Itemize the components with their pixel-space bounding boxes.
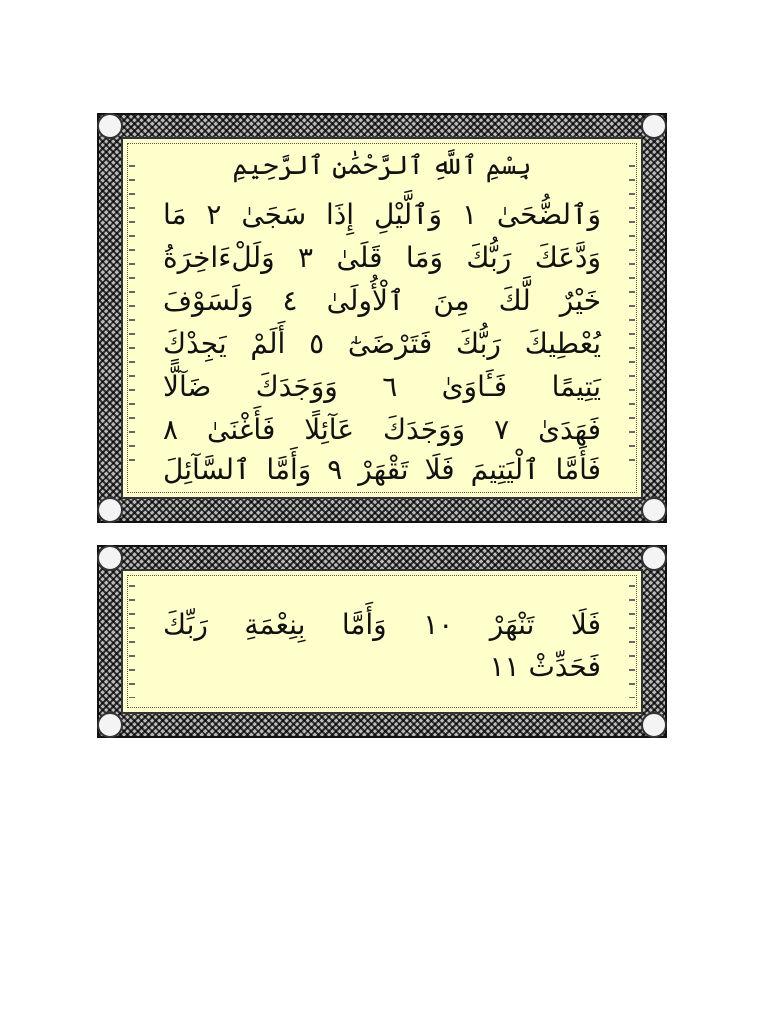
frame-ornament-bottom-left [97,497,123,523]
quran-page-frame-2 [97,545,667,738]
dotted-margin-right [629,165,635,471]
verse-line-1: وَٱلضُّحَىٰ ١ وَٱلَّيْلِ إِذَا سَجَىٰ ٢ مَا [163,198,602,231]
frame-ornament-top-right [641,545,667,571]
verse-line-5: يَتِيمًا فَـَٔاوَىٰ ٦ وَوَجَدَكَ ضَآلًّا [163,370,601,403]
frame-ornament-bottom-left [97,712,123,738]
frame-ornament-top-left [97,545,123,571]
verse-line-8: فَلَا تَنْهَرْ ١٠ وَأَمَّا بِنِعْمَةِ رَبِّكَ [163,608,601,641]
dotted-margin-right [629,585,635,698]
dotted-margin-left [129,165,135,471]
verse-line-9: فَحَدِّثْ ١١ [489,650,601,683]
frame-ornament-top-left [97,113,123,139]
frame-ornament-top-right [641,113,667,139]
verse-line-7: فَأَمَّا ٱلْيَتِيمَ فَلَا تَقْهَرْ ٩ وَأَمَّا ٱلسَّآئِلَ [163,453,602,486]
basmala: بِسْمِ ٱللَّهِ ٱلرَّحْمَٰنِ ٱلرَّحِيمِ [232,151,532,181]
page-content-2 [121,569,643,714]
quran-page-frame-1 [97,113,667,523]
dotted-margin-left [129,585,135,698]
page-content-1 [121,137,643,499]
frame-ornament-bottom-right [641,497,667,523]
verse-line-3: خَيْرٌ لَّكَ مِنَ ٱلْأُولَىٰ ٤ وَلَسَوْفَ [163,284,602,317]
verse-line-2: وَدَّعَكَ رَبُّكَ وَمَا قَلَىٰ ٣ وَلَلْءَاخِرَةُ [163,241,601,274]
verse-line-6: فَهَدَىٰ ٧ وَوَجَدَكَ عَآئِلًا فَأَغْنَىٰ ٨ [163,413,602,446]
verse-line-4: يُعْطِيكَ رَبُّكَ فَتَرْضَىٰٓ ٥ أَلَمْ يَجِدْكَ [163,327,602,360]
frame-ornament-bottom-right [641,712,667,738]
